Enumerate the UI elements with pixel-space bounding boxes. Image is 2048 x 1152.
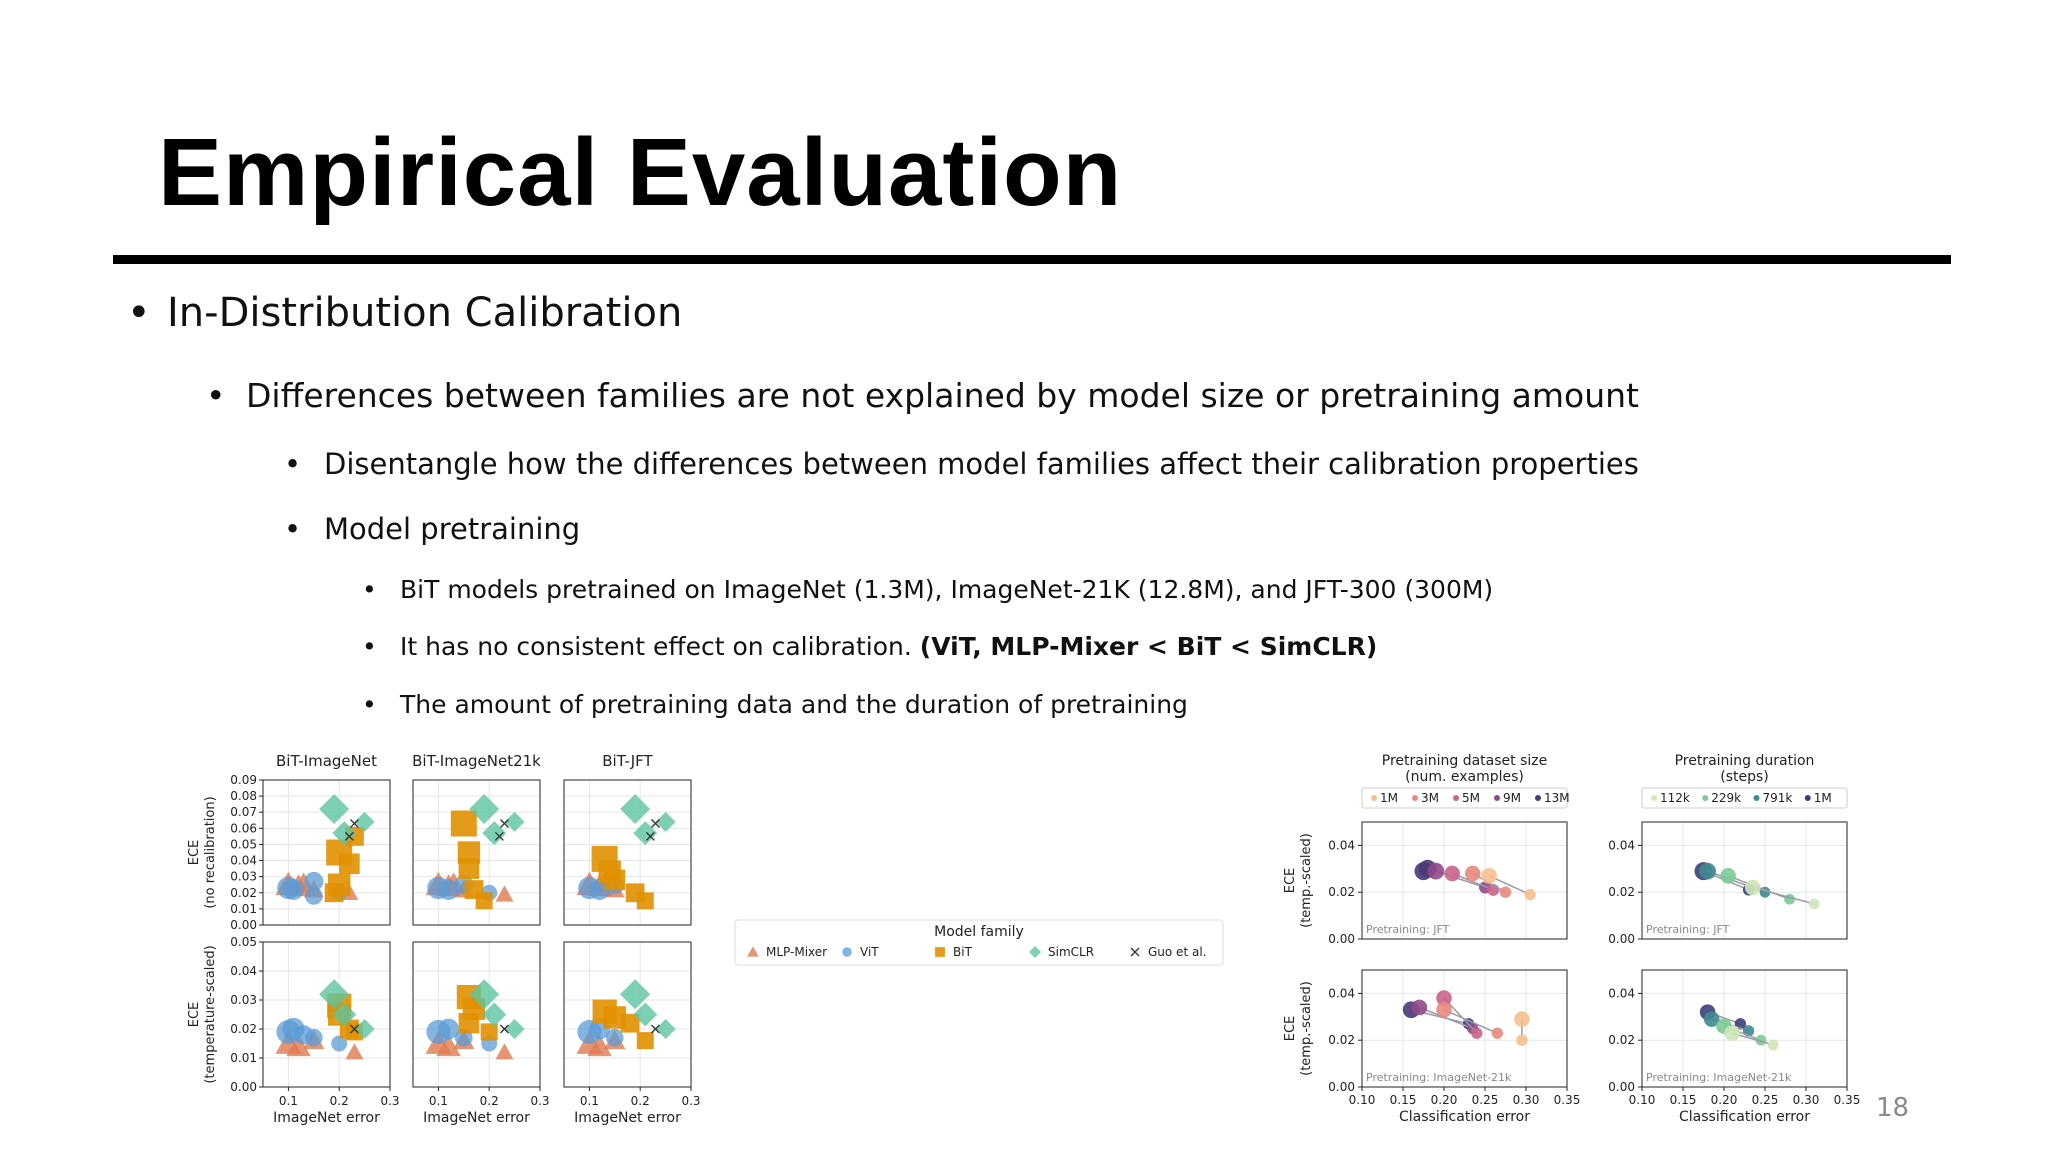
- series-point: [1471, 1027, 1482, 1038]
- y-tick-label: 0.04: [1608, 838, 1635, 853]
- panel-title: BiT-JFT: [602, 752, 653, 770]
- y-axis-label: ECE: [187, 839, 202, 866]
- y-tick-label: 0.03: [230, 869, 257, 884]
- series-point: [1809, 899, 1820, 910]
- bit-point: [325, 883, 344, 902]
- panel-subtitle: (steps): [1720, 769, 1769, 785]
- series-point: [1720, 868, 1736, 884]
- simclr-point: [505, 812, 525, 832]
- x-tick-label: 0.30: [1512, 1093, 1540, 1107]
- scatter-panel: [263, 780, 390, 925]
- bit-point: [339, 853, 360, 874]
- size-legend: [1362, 788, 1570, 808]
- x-tick-label: 0.30: [1792, 1093, 1820, 1107]
- bit-point: [476, 892, 493, 909]
- axes-frame: [263, 942, 390, 1087]
- y-tick-label: 0.01: [230, 901, 257, 916]
- x-axis-label: ImageNet error: [273, 1110, 380, 1126]
- x-tick-label: 0.3: [681, 1094, 701, 1108]
- vit-point: [305, 887, 323, 905]
- y-tick-label: 0.05: [230, 935, 257, 949]
- x-tick-label: 0.35: [1553, 1093, 1581, 1107]
- y-tick-label: 0.04: [230, 853, 257, 868]
- bullet-text-bold: (ViT, MLP-Mixer < BiT < SimCLR): [919, 632, 1378, 661]
- bullet-glyph: •: [284, 447, 302, 481]
- panel-annotation: Pretraining: ImageNet-21k: [1646, 1071, 1792, 1084]
- scatter-panel: [1642, 970, 1847, 1087]
- legend-entry: 791k: [1762, 791, 1793, 805]
- legend-entry: ViT: [860, 945, 879, 959]
- series-point: [1500, 887, 1511, 898]
- legend-entry: 5M: [1462, 791, 1480, 805]
- y-tick-label: 0.02: [1328, 885, 1355, 900]
- legend-marker: [1453, 795, 1459, 801]
- x-tick-label: 0.15: [1389, 1093, 1417, 1107]
- size-legend: [1642, 788, 1847, 808]
- scatter-panel: [413, 780, 540, 925]
- bit-point: [935, 947, 945, 957]
- scatter-panel: [1642, 822, 1847, 939]
- axes-frame: [1642, 822, 1847, 939]
- panel-annotation: Pretraining: JFT: [1646, 923, 1730, 936]
- series-point: [1745, 880, 1761, 896]
- legend-marker: [1494, 795, 1500, 801]
- y-tick-label: 0.00: [1608, 932, 1635, 946]
- bullet-glyph: •: [284, 512, 302, 546]
- bullet-glyph: •: [127, 290, 151, 336]
- legend-entry: 13M: [1544, 791, 1570, 805]
- bullet-text: In-Distribution Calibration: [167, 290, 683, 336]
- x-axis-label: Classification error: [1679, 1109, 1810, 1125]
- bullet-glyph: •: [362, 690, 377, 719]
- bullet-glyph: •: [362, 575, 377, 604]
- bit-point: [637, 1032, 654, 1049]
- x-tick-label: 0.2: [329, 1094, 349, 1108]
- slide-title: Empirical Evaluation: [158, 119, 1123, 226]
- panel-annotation: Pretraining: ImageNet-21k: [1366, 1071, 1512, 1084]
- bullet-text: It has no consistent effect on calibration.: [400, 632, 912, 661]
- series-point: [1514, 1011, 1530, 1027]
- legend-entry: 112k: [1660, 791, 1690, 805]
- vit-point: [842, 947, 852, 957]
- y-tick-label: 0.04: [1328, 838, 1355, 853]
- bullet-glyph: •: [362, 632, 377, 661]
- x-tick-label: 0.1: [428, 1094, 448, 1108]
- y-tick-label: 0.06: [230, 821, 257, 836]
- x-tick-label: 0.2: [479, 1094, 499, 1108]
- series-point: [1436, 1002, 1452, 1018]
- series-point: [1412, 1000, 1428, 1016]
- series-point: [1768, 1039, 1779, 1050]
- mlp-mixer-point: [495, 1043, 513, 1059]
- x-axis-label: Classification error: [1399, 1109, 1530, 1125]
- simclr-point: [620, 794, 650, 824]
- y-tick-label: 0.04: [230, 964, 257, 978]
- y-tick-label: 0.02: [230, 1022, 257, 1036]
- series-point: [1465, 866, 1481, 882]
- x-tick-label: 0.10: [1628, 1093, 1656, 1107]
- legend-marker: [1412, 795, 1418, 801]
- simclr-point: [656, 1019, 676, 1039]
- x-tick-label: 0.10: [1348, 1093, 1376, 1107]
- legend-entry: 1M: [1813, 791, 1832, 805]
- x-tick-label: 0.2: [630, 1094, 650, 1108]
- legend-marker: [1535, 795, 1541, 801]
- y-tick-label: 0.03: [230, 993, 257, 1007]
- x-tick-label: 0.20: [1710, 1093, 1738, 1107]
- y-axis-label: (temp.-scaled): [1299, 833, 1314, 928]
- x-axis-label: ImageNet error: [574, 1110, 681, 1126]
- panel-title: Pretraining duration: [1674, 753, 1815, 769]
- panel-title: Pretraining dataset size: [1381, 753, 1548, 769]
- legend-entry: 1M: [1380, 791, 1398, 805]
- scatter-panel: [1362, 970, 1567, 1087]
- series-point: [1784, 894, 1795, 905]
- series-point: [1724, 1025, 1740, 1041]
- bit-point: [637, 892, 654, 909]
- y-axis-label: (temp.-scaled): [1299, 981, 1314, 1076]
- bit-point: [481, 1023, 498, 1040]
- y-axis-label: (temperature-scaled): [203, 945, 218, 1084]
- series-point: [1699, 863, 1716, 880]
- pretraining-calibration-figure: [1270, 745, 1870, 1140]
- legend-marker: [1805, 795, 1811, 801]
- y-tick-label: 0.04: [1608, 986, 1635, 1001]
- y-tick-label: 0.02: [1608, 885, 1635, 900]
- y-tick-label: 0.02: [1608, 1033, 1635, 1048]
- legend-entry: SimCLR: [1048, 945, 1095, 959]
- y-tick-label: 0.05: [230, 837, 257, 852]
- x-axis-label: ImageNet error: [423, 1110, 530, 1126]
- legend-title: Model family: [934, 924, 1024, 940]
- y-axis-label: ECE: [1283, 867, 1298, 894]
- legend: [735, 920, 1223, 965]
- bit-point: [605, 870, 626, 891]
- simclr-point: [656, 812, 676, 832]
- scatter-panel: [263, 942, 390, 1087]
- legend-entry: 3M: [1421, 791, 1439, 805]
- axes-frame: [1362, 970, 1567, 1087]
- bit-point: [459, 858, 480, 879]
- y-tick-label: 0.07: [230, 805, 257, 820]
- x-tick-label: 0.1: [579, 1094, 599, 1108]
- y-axis-label: ECE: [1283, 1015, 1298, 1042]
- x-tick-label: 0.25: [1751, 1093, 1779, 1107]
- bullet-glyph: •: [206, 376, 226, 415]
- y-axis-label: ECE: [187, 1001, 202, 1028]
- panel-title: BiT-ImageNet: [276, 752, 377, 770]
- panel-subtitle: (num. examples): [1405, 769, 1524, 785]
- vit-point: [283, 879, 304, 900]
- scatter-panel: [564, 942, 691, 1087]
- mlp-mixer-point: [345, 1043, 363, 1059]
- y-tick-label: 0.00: [1328, 932, 1355, 946]
- bullet-text: BiT models pretrained on ImageNet (1.3M), ImageNet-21K (12.8M), and JFT-300 (300M): [400, 575, 1494, 604]
- y-tick-label: 0.04: [1328, 986, 1355, 1001]
- y-tick-label: 0.02: [1328, 1033, 1355, 1048]
- legend-marker: [1754, 795, 1760, 801]
- mlp-mixer-point: [495, 885, 513, 901]
- series-point: [1516, 1035, 1527, 1046]
- scatter-panel: [1362, 822, 1567, 939]
- series-point: [1427, 863, 1444, 880]
- panel-title: BiT-ImageNet21k: [412, 752, 541, 770]
- x-tick-label: 0.25: [1471, 1093, 1499, 1107]
- x-tick-label: 0.3: [530, 1094, 550, 1108]
- page-number: 18: [1876, 1093, 1910, 1123]
- bit-point: [451, 811, 477, 837]
- bullet-text: Model pretraining: [324, 512, 581, 546]
- y-axis-label: (no recalibration): [203, 796, 218, 909]
- x-tick-label: 0.1: [278, 1094, 298, 1108]
- y-tick-label: 0.08: [230, 789, 257, 804]
- legend-entry: Guo et al.: [1148, 945, 1207, 959]
- model-family-calibration-figure: [180, 745, 1240, 1140]
- title-divider: [113, 255, 1951, 264]
- bullet-text: The amount of pretraining data and the duration of pretraining: [400, 690, 1188, 719]
- x-tick-label: 0.15: [1669, 1093, 1697, 1107]
- y-tick-label: 0.00: [230, 918, 257, 932]
- panel-annotation: Pretraining: JFT: [1366, 923, 1450, 936]
- legend-marker: [1371, 795, 1377, 801]
- x-tick-label: 0.3: [380, 1094, 400, 1108]
- scatter-panel: [413, 942, 540, 1087]
- y-tick-label: 0.02: [230, 885, 257, 900]
- y-tick-label: 0.00: [230, 1080, 257, 1094]
- simclr-point: [505, 1019, 525, 1039]
- series-point: [1481, 868, 1497, 884]
- scatter-panel: [564, 780, 691, 925]
- x-tick-label: 0.20: [1430, 1093, 1458, 1107]
- series-point: [1492, 1027, 1503, 1038]
- legend-marker: [1651, 795, 1657, 801]
- y-tick-label: 0.09: [230, 773, 257, 787]
- series-point: [1524, 889, 1535, 900]
- legend-entry: 229k: [1711, 791, 1742, 805]
- y-tick-label: 0.00: [1608, 1080, 1635, 1094]
- bullet-text: Differences between families are not explained by model size or pretraining amount: [246, 376, 1639, 415]
- legend-marker: [1702, 795, 1708, 801]
- bullet-text: Disentangle how the differences between model families affect their calibration properties: [324, 447, 1639, 481]
- legend-entry: BiT: [953, 945, 972, 959]
- bit-point: [459, 1013, 480, 1034]
- legend-entry: MLP-Mixer: [766, 945, 828, 959]
- y-tick-label: 0.00: [1328, 1080, 1355, 1094]
- y-tick-label: 0.01: [230, 1051, 257, 1065]
- series-point: [1444, 866, 1460, 882]
- vit-point: [305, 1029, 323, 1047]
- x-tick-label: 0.35: [1833, 1093, 1861, 1107]
- simclr-point: [319, 794, 349, 824]
- legend-entry: 9M: [1503, 791, 1521, 805]
